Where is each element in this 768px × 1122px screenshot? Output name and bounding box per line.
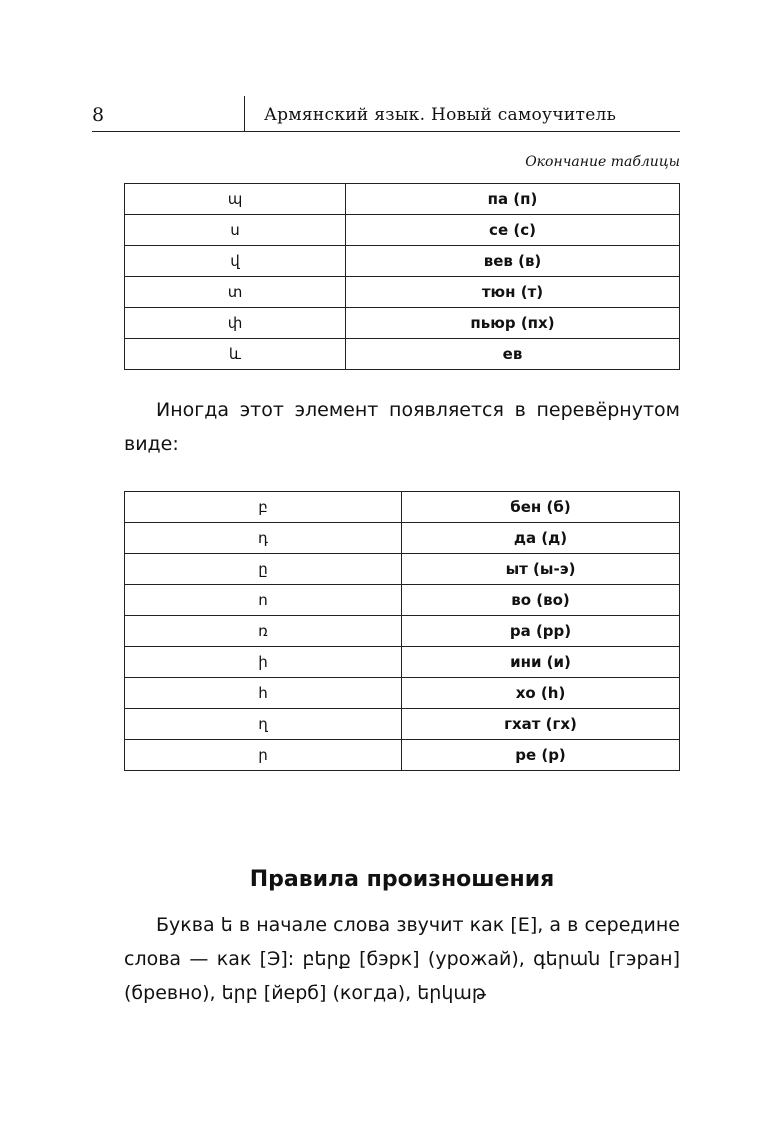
body-paragraph: Буква ե в начале слова звучит как [Е], а в середине слова — как [Э]: բերք [бэрк] (урожай), գերան [гэран] (бревно), երբ [йерб] (когда), երկաթ bbox=[124, 914, 680, 1004]
running-title: Армянский язык. Новый самоучитель bbox=[264, 105, 617, 125]
letter-name-cell: ев bbox=[346, 339, 680, 370]
letter-name-cell: хо (h) bbox=[402, 678, 680, 709]
letter-name-cell: гхат (гх) bbox=[402, 709, 680, 740]
letter-name-cell: во (во) bbox=[402, 585, 680, 616]
letter-cell: վ bbox=[125, 246, 346, 277]
table-row bbox=[125, 215, 680, 246]
section-heading: Правила произношения bbox=[249, 867, 555, 892]
letter-cell: և bbox=[125, 339, 346, 370]
letter-name-cell: тюн (т) bbox=[346, 277, 680, 308]
letter-cell: ը bbox=[125, 554, 402, 585]
letter-cell: ղ bbox=[125, 709, 402, 740]
page-number: 8 bbox=[92, 104, 105, 126]
page-header bbox=[92, 96, 680, 132]
letter-name-cell: ыт (ы-э) bbox=[402, 554, 680, 585]
letter-name-cell: се (с) bbox=[346, 215, 680, 246]
letter-name-cell: бен (б) bbox=[402, 492, 680, 523]
letter-name-cell: ре (р) bbox=[402, 740, 680, 771]
table-row bbox=[125, 246, 680, 277]
table-row bbox=[125, 339, 680, 370]
table-row bbox=[125, 740, 680, 771]
letter-name-cell: пьюр (пх) bbox=[346, 308, 680, 339]
letter-name-cell: вев (в) bbox=[346, 246, 680, 277]
letter-cell: բ bbox=[125, 492, 402, 523]
alphabet-table-continuation bbox=[124, 183, 680, 370]
letter-cell: դ bbox=[125, 523, 402, 554]
letter-cell: ս bbox=[125, 215, 346, 246]
letter-name-cell: ини (и) bbox=[402, 647, 680, 678]
table-row bbox=[125, 523, 680, 554]
letter-cell: ր bbox=[125, 740, 402, 771]
inverted-letters-table bbox=[124, 491, 680, 771]
table-row bbox=[125, 492, 680, 523]
letter-cell: պ bbox=[125, 184, 346, 215]
header-divider bbox=[244, 96, 245, 131]
letter-cell: փ bbox=[125, 308, 346, 339]
table-row bbox=[125, 277, 680, 308]
table-row bbox=[125, 647, 680, 678]
body-paragraph: Иногда этот элемент появляется в перевёрнутом виде: bbox=[124, 399, 680, 455]
letter-name-cell: да (д) bbox=[402, 523, 680, 554]
table-row bbox=[125, 585, 680, 616]
table-row bbox=[125, 709, 680, 740]
letter-cell: ի bbox=[125, 647, 402, 678]
letter-cell: հ bbox=[125, 678, 402, 709]
letter-name-cell: па (п) bbox=[346, 184, 680, 215]
letter-cell: տ bbox=[125, 277, 346, 308]
table-row bbox=[125, 678, 680, 709]
letter-cell: ռ bbox=[125, 616, 402, 647]
table-row bbox=[125, 184, 680, 215]
letter-cell: ո bbox=[125, 585, 402, 616]
table-caption: Окончание таблицы bbox=[525, 154, 680, 170]
letter-name-cell: ра (рр) bbox=[402, 616, 680, 647]
table-row bbox=[125, 308, 680, 339]
table-row bbox=[125, 554, 680, 585]
table-row bbox=[125, 616, 680, 647]
